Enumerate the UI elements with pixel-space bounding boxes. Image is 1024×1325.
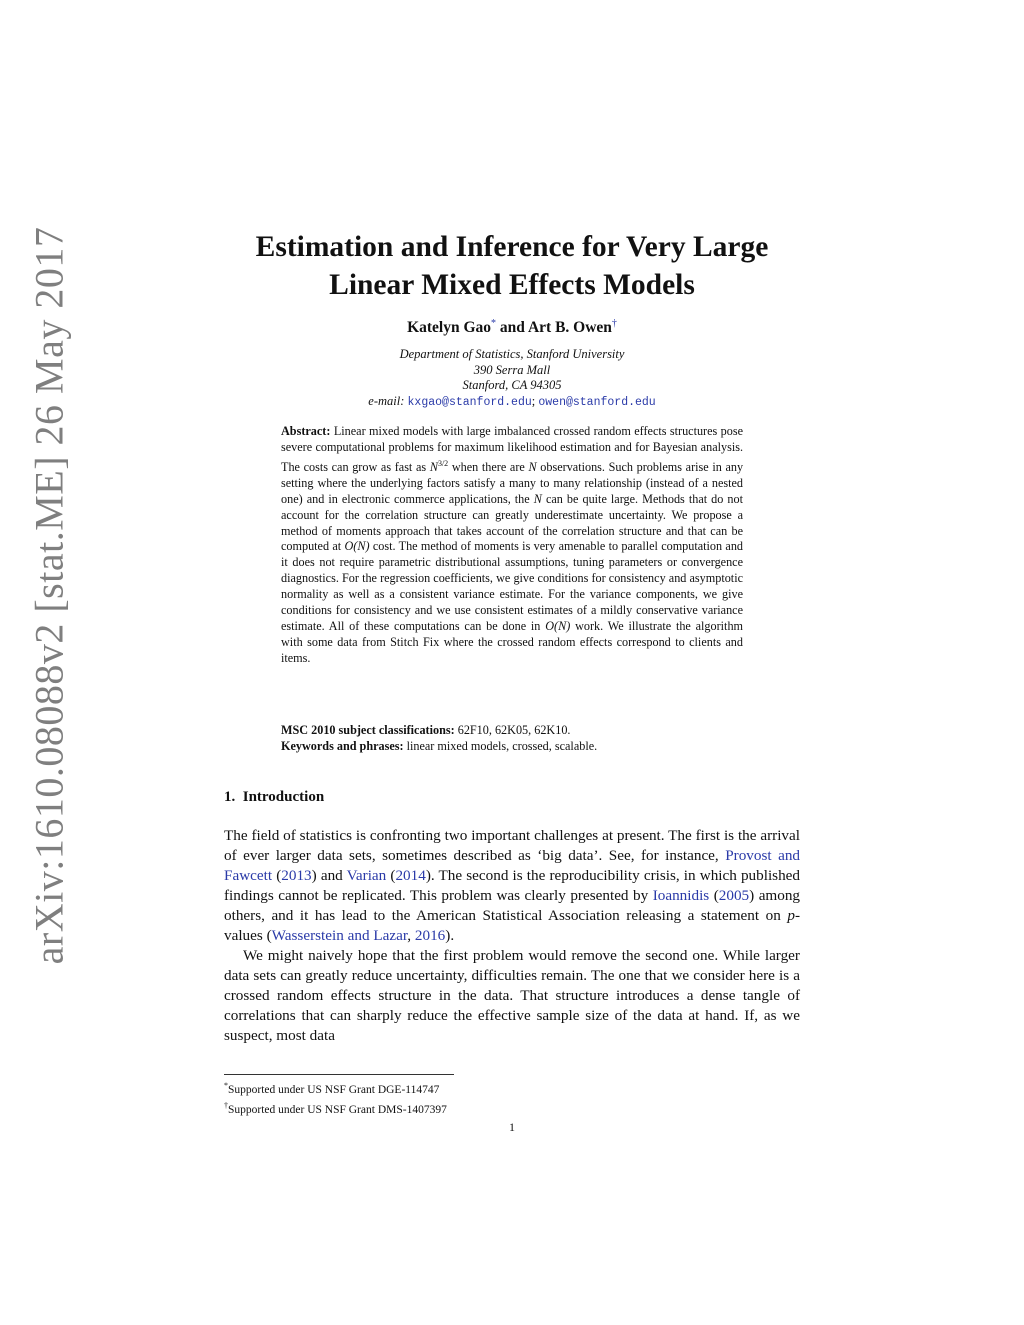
abstract-order-2: O(N) — [545, 618, 571, 633]
arxiv-stamp-text: arXiv:1610.08088v2 [stat.ME] 26 May 2017 — [26, 226, 72, 964]
affiliation-email — [200, 394, 824, 411]
citation-provost-fawcett[interactable]: Provost and Fawcett — [224, 847, 801, 884]
p-variable: p — [787, 907, 795, 924]
authors-and: and — [499, 319, 525, 337]
arxiv-stamp — [19, 180, 79, 1010]
abstract-text-4: can be quite large. Methods that do not account for the correlation structure can greatly underestimate uncertainty. We propose a method of moments approach that takes account of the correlation structure and that can be computed at — [281, 491, 744, 554]
footnote-1-mark: * — [224, 1081, 228, 1090]
author-2: Art B. Owen — [527, 319, 612, 337]
footnote-2-mark: † — [224, 1101, 228, 1111]
email-link-owen[interactable]: owen@stanford.edu — [538, 395, 656, 409]
msc-line — [281, 722, 751, 738]
author-1-footnote-mark[interactable]: * — [491, 318, 497, 329]
citation-year-2005[interactable]: 2005 — [718, 887, 750, 904]
keywords-value: linear mixed models, crossed, scalable. — [406, 739, 598, 753]
abstract-label: Abstract: — [281, 424, 331, 438]
abstract-n-base: N — [429, 459, 438, 474]
title-line-2: Linear Mixed Effects Models — [329, 269, 695, 301]
citation-ioannidis[interactable]: Ioannidis — [652, 887, 710, 904]
paragraph-1: The field of statistics is confronting two important challenges at present. The first is the arrival of ever larger data sets, sometimes described as ‘big data’. See, for instance, Provost and Fawcett (2013) and Varian (2014). The second is the reproducibility crisis, in which published findings cannot be replicated. This problem was clearly presented by Ioannidis (2005) among others, and it has lead to the American Statistical Association releasing a statement on p-values (Wasserstein and Lazar, 2016). — [224, 827, 801, 944]
para1-text-3: . The second is the reproducibility crisis, in which published findings cannot be replicated. This problem was clearly presented by — [224, 867, 801, 904]
abstract-text-5: cost. The method of moments is very amenable to parallel computation and it does not require parametric distributional assumptions, tuning parameters or convergence diagnostics. For the regression coefficients, we give conditions for consistency and asymptotic normality as well as a consistent variance estimate. For the variance components, we give conditions for consistency and we use consistent estimates of a mildly conservative variance estimate. All of these computations can be done in — [281, 539, 744, 633]
abstract-n-var-2: N — [533, 491, 542, 506]
affiliation-dept: Department of Statistics, Stanford University — [399, 347, 625, 361]
section-title: Introduction — [242, 789, 325, 805]
para1-text-6: ). — [445, 927, 455, 944]
email-separator: ; — [531, 393, 536, 408]
para1-text-4: among others, and it has lead to the American Statistical Association releasing a statement on — [224, 887, 801, 924]
footnote-rule — [224, 1074, 454, 1075]
abstract-text-2: when there are — [451, 459, 525, 474]
author-1: Katelyn Gao — [407, 319, 492, 337]
citation-year-2014[interactable]: 2014 — [395, 867, 426, 884]
abstract-n-exponent: 3/2 — [437, 458, 449, 468]
abstract-n-var-1: N — [528, 459, 537, 474]
abstract — [281, 424, 743, 667]
email-link-gao[interactable]: kxgao@stanford.edu — [407, 395, 532, 409]
abstract-order-1: O(N) — [344, 539, 370, 554]
footnotes — [224, 1078, 724, 1119]
keywords-label: Keywords and phrases: — [281, 739, 404, 753]
para1-text-5: -values ( — [224, 907, 800, 944]
footnote-2 — [224, 1098, 724, 1118]
affiliation — [200, 347, 824, 410]
classifications — [281, 722, 751, 754]
affiliation-city: Stanford, CA 94305 — [462, 378, 562, 392]
footnote-2-text: Supported under US NSF Grant DMS-1407397 — [228, 1104, 447, 1117]
author-2-footnote-mark[interactable]: † — [611, 318, 617, 329]
authors — [200, 318, 824, 337]
para1-text-2: and — [320, 867, 343, 884]
title-line-1: Estimation and Inference for Very Large — [255, 231, 769, 263]
msc-value: 62F10, 62K05, 62K10. — [457, 723, 571, 737]
abstract-text-1: Linear mixed models with large imbalanced crossed random effects structures pose severe computational problems for maximum likelihood estimation and for Bayesian analysis. The costs can grow as fast as — [281, 424, 744, 474]
body-text — [224, 826, 800, 1046]
citation-year-2013[interactable]: 2013 — [281, 867, 312, 884]
citation-year-2016[interactable]: 2016 — [414, 927, 446, 944]
page-number: 1 — [509, 1120, 515, 1134]
section-heading — [224, 789, 524, 806]
abstract-text-6: work. We illustrate the algorithm with some data from Stitch Fix where the crossed random effects correspond to clients and items. — [281, 618, 744, 665]
citation-wasserstein-lazar[interactable]: Wasserstein and Lazar — [271, 927, 408, 944]
section-number: 1. — [224, 789, 236, 805]
paragraph-2: We might naively hope that the first problem would remove the second one. While larger data sets can greatly reduce uncertainty, difficulties remain. The one that we consider here is a crossed random effects structure in the data. That structure introduces a dense tangle of correlations that can sharply reduce the effective sample size of the data at hand. If, as we suspect, most data — [224, 947, 800, 1044]
footnote-1 — [224, 1078, 724, 1098]
abstract-text-3: observations. Such problems arise in any setting where the underlying factors satisfy a many to many relationship (instead of a nested one) and in electronic commerce applications, the — [281, 459, 744, 506]
email-label: e-mail: — [368, 393, 405, 408]
para1-text-1: The field of statistics is confronting two important challenges at present. The first is the arrival of ever larger data sets, sometimes described as ‘big data’. See, for instance, — [224, 827, 800, 864]
paper-title — [200, 228, 824, 304]
footnote-1-text: Supported under US NSF Grant DGE-114747 — [228, 1083, 440, 1096]
msc-label: MSC 2010 subject classifications: — [281, 723, 455, 737]
keywords-line — [281, 738, 751, 754]
affiliation-street: 390 Serra Mall — [473, 362, 551, 377]
citation-varian[interactable]: Varian — [346, 867, 387, 884]
